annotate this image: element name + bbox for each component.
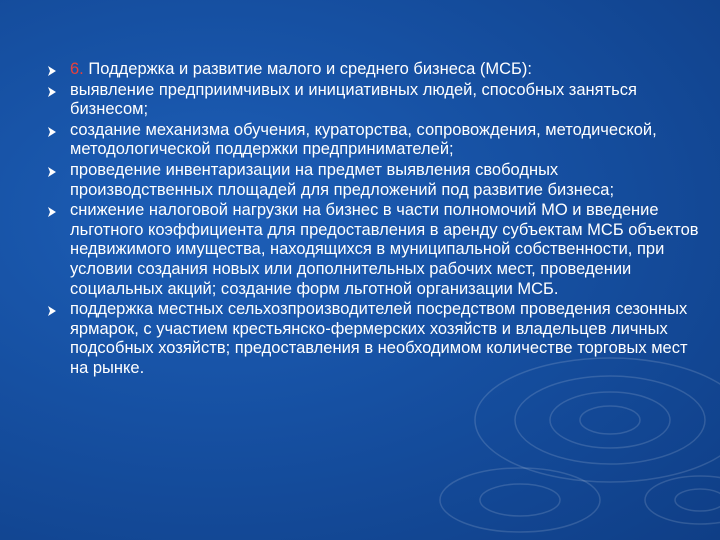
bullet-list: [48, 60, 700, 379]
list-item: [48, 300, 700, 378]
slide-content: [48, 60, 700, 380]
list-item: [48, 201, 700, 299]
arrow-bullet-icon: [48, 127, 56, 137]
item-text: Поддержка и развитие малого и среднего бизнеса (МСБ):: [83, 60, 532, 78]
item-text: проведение инвентаризации на предмет выявления свободных производственных площадей для предложений под развитие бизнеса;: [70, 160, 615, 199]
item-text: создание механизма обучения, кураторства, сопровождения, методической, методологической поддержки предпринимателей;: [70, 120, 657, 159]
list-item: [48, 81, 700, 120]
list-item: [48, 60, 700, 80]
arrow-bullet-icon: [48, 66, 56, 76]
arrow-bullet-icon: [48, 87, 56, 97]
arrow-bullet-icon: [48, 167, 56, 177]
list-item: [48, 121, 700, 160]
item-text: выявление предприимчивых и инициативных людей, способных заняться бизнесом;: [70, 80, 637, 119]
item-text: снижение налоговой нагрузки на бизнес в части полномочий МО и введение льготного коэффициента для предоставления в аренду субъектам МСБ объектов недвижимого имущества, находящихся в муниципальной собственности, при условии создания новых или дополнительных рабочих мест, проведении социальных акций; создание форм льготной организации МСБ.: [70, 201, 699, 298]
item-number: 6.: [70, 60, 84, 78]
arrow-bullet-icon: [48, 207, 56, 217]
arrow-bullet-icon: [48, 306, 56, 316]
list-item: [48, 161, 700, 200]
item-text: поддержка местных сельхозпроизводителей посредством проведения сезонных ярмарок, с участием крестьянско-фермерских хозяйств и владельцев личных подсобных хозяйств; предоставления в необходимом количестве торговых мест на рынке.: [70, 300, 688, 377]
